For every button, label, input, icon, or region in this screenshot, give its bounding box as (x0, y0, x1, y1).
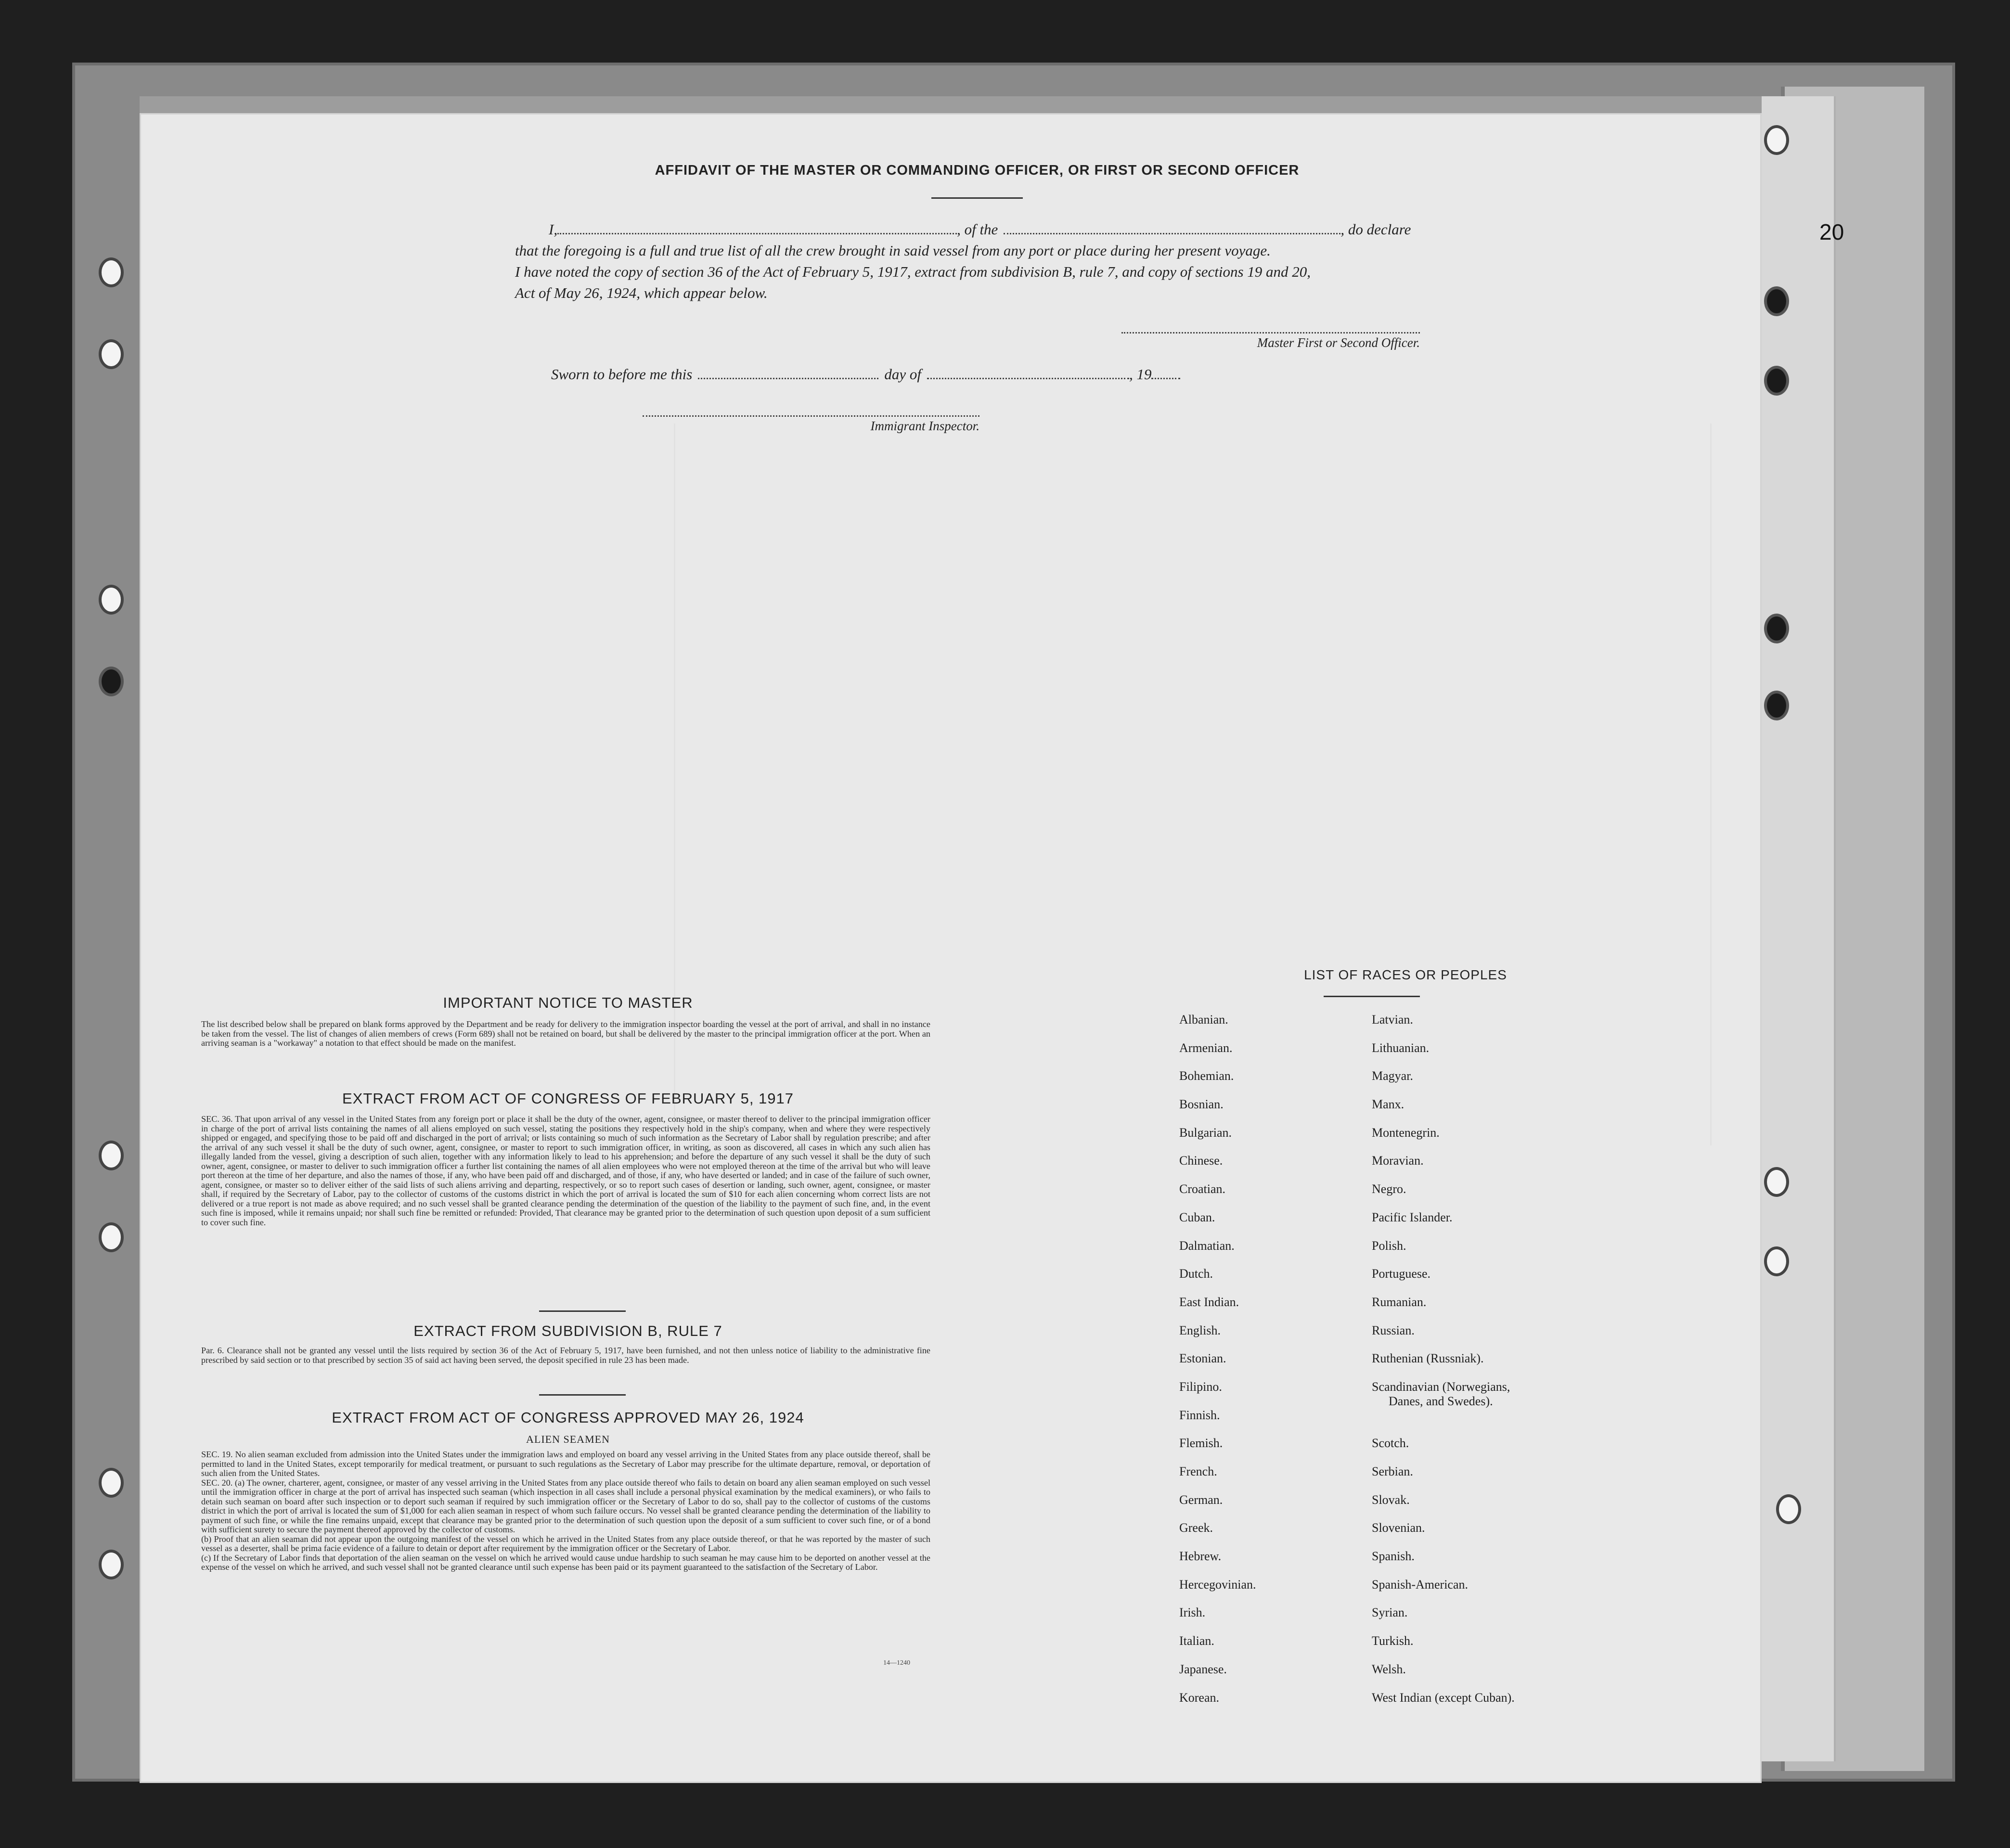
race-item: Moravian. (1372, 1154, 1424, 1168)
sec-20a-paragraph: SEC. 20. (a) The owner, charterer, agent, consignee, or master of any vessel arriving in the United States from any place outside thereof who fails to detain on board any alien seaman employed on such vessel until the immigration officer in charge at the port of arrival has inspected such seaman (which inspection in all cases shall include a personal physical examination by the medical examiners), or who fails to detain such seaman on board after such inspection or to deport such seaman if required by such immigration officer or the Secretary of Labor to do so, shall pay to the collector of customs of the customs district in which the port of arrival is located the sum of $1,000 for each alien seaman in respect of whom such failure occurs. No vessel shall be granted clearance pending the determination of the liability to payment of such fine, or while the fine remains unpaid, except that clearance may be granted prior to the determination of such question upon the deposit of a sum sufficient to cover such fine, or of a bond with sufficient surety to secure the payment thereof approved by the collector of customs. (201, 1477, 930, 1534)
act-1924-text (201, 1450, 930, 1572)
vessel-name-field[interactable] (1004, 222, 1340, 234)
race-item: Chinese. (1179, 1154, 1223, 1168)
race-item: Dalmatian. (1179, 1238, 1235, 1253)
race-item: Filipino. (1179, 1379, 1222, 1394)
sworn-month-field[interactable] (927, 367, 1129, 379)
divider (539, 1310, 626, 1312)
race-item: Spanish. (1372, 1549, 1415, 1564)
race-item: English. (1179, 1323, 1221, 1337)
act-1917-heading: EXTRACT FROM ACT OF CONGRESS OF FEBRUARY 5, 1917 (342, 1090, 794, 1107)
declaration-line-4: Act of May 26, 1924, which appear below. (515, 284, 768, 301)
race-item: Rumanian. (1372, 1295, 1427, 1309)
notice-heading: IMPORTANT NOTICE TO MASTER (443, 994, 693, 1011)
sworn-prefix: Sworn to before me this (551, 366, 693, 383)
race-item: Hercegovinian. (1179, 1577, 1256, 1591)
declaration-line (515, 219, 1458, 240)
race-item: West Indian (except Cuban). (1372, 1690, 1515, 1705)
binder-hole-icon (99, 1550, 124, 1579)
rule-7-heading: EXTRACT FROM SUBDIVISION B, RULE 7 (413, 1322, 722, 1339)
binder-hole-icon (99, 667, 124, 696)
race-item: Turkish. (1372, 1634, 1414, 1648)
race-item: East Indian. (1179, 1295, 1239, 1309)
master-signature-field[interactable] (1121, 332, 1420, 350)
divider (1324, 996, 1420, 997)
race-item: French. (1179, 1464, 1217, 1478)
binder-hole-icon (1764, 1167, 1789, 1197)
race-item: Portuguese. (1372, 1267, 1431, 1281)
races-right-column (1372, 1013, 1515, 1719)
inspector-caption: Immigrant Inspector. (870, 419, 979, 433)
race-item: Albanian. (1179, 1013, 1228, 1027)
year-prefix: , 19 (1129, 366, 1152, 383)
act-1917-text (201, 1115, 930, 1227)
race-item-line: Scandinavian (Norwegians, (1372, 1379, 1510, 1394)
rule-7-text (201, 1346, 930, 1365)
binder-hole-icon (99, 1141, 124, 1170)
binder-hole-icon (1764, 691, 1789, 720)
divider (931, 197, 1023, 199)
race-item: Slovenian. (1372, 1521, 1425, 1535)
day-of-label: day of (884, 366, 921, 383)
declarant-prefix: I, (549, 221, 558, 238)
race-item: Japanese. (1179, 1662, 1227, 1676)
race-item: Estonian. (1179, 1351, 1226, 1366)
binder-hole-icon (1764, 286, 1789, 316)
race-item: Slovak. (1372, 1492, 1410, 1507)
races-left-column (1179, 1013, 1256, 1719)
race-item: German. (1179, 1492, 1223, 1507)
page-number: 20 (1819, 219, 1844, 244)
notice-paragraph: The list described below shall be prepared on blank forms approved by the Department and be ready for delivery to the immigration inspector boarding the vessel at the port of arrival, and shall in no instance be taken from the vessel. The list of changes of alien members of crews (Form 689) shall not be retained on board, but shall be delivered by the master to the principal immigration officer at the port. When an arriving seaman is a "workaway" a notation to that effect should be made on the manifest. (201, 1019, 930, 1048)
signature-caption: Master First or Second Officer. (1257, 335, 1420, 350)
race-item: Italian. (1179, 1634, 1214, 1648)
binder-hole-icon (1764, 366, 1789, 396)
sworn-line (551, 366, 1180, 383)
race-item: Syrian. (1372, 1605, 1408, 1620)
sec-19-paragraph: SEC. 19. No alien seaman excluded from admission into the United States under the immigration laws and employed on board any vessel arriving in the United States from any place outside thereof, shall be permitted to land in the United States, except temporarily for medical treatment, or pursuant to such regulations as the Secretary of Labor may prescribe for the ultimate departure, removal, or deportation of such alien from the United States. (201, 1450, 930, 1478)
race-item: Russian. (1372, 1323, 1415, 1337)
binder-hole-icon (99, 1468, 124, 1498)
race-item: Dutch. (1179, 1267, 1213, 1281)
race-item: Manx. (1372, 1097, 1404, 1112)
race-item: Greek. (1179, 1521, 1213, 1535)
sworn-year-field[interactable] (1151, 367, 1180, 379)
race-item (1372, 1380, 1515, 1436)
binder-hole-icon (99, 1222, 124, 1252)
race-item: Armenian. (1179, 1040, 1233, 1055)
race-item: Scotch. (1372, 1436, 1409, 1450)
race-item: Bosnian. (1179, 1097, 1224, 1112)
master-name-field[interactable] (557, 222, 957, 234)
binder-hole-icon (1764, 125, 1789, 155)
binder-hole-icon (1776, 1494, 1801, 1524)
race-item: Croatian. (1179, 1182, 1226, 1196)
race-item: Ruthenian (Russniak). (1372, 1351, 1484, 1366)
race-item: Latvian. (1372, 1013, 1413, 1027)
alien-seamen-subheading: ALIEN SEAMEN (526, 1433, 610, 1445)
race-item: Magyar. (1372, 1069, 1413, 1083)
race-item: Negro. (1372, 1182, 1406, 1196)
notice-text (201, 1020, 930, 1048)
race-item: Finnish. (1179, 1408, 1220, 1422)
race-item: Korean. (1179, 1690, 1220, 1705)
race-item: Polish. (1372, 1238, 1406, 1253)
sworn-day-field[interactable] (698, 367, 878, 379)
race-item: Pacific Islander. (1372, 1210, 1453, 1224)
act-1924-heading: EXTRACT FROM ACT OF CONGRESS APPROVED MAY 26, 1924 (332, 1409, 804, 1426)
race-item: Welsh. (1372, 1662, 1406, 1676)
race-item-line: Danes, and Swedes). (1389, 1394, 1493, 1408)
races-title: LIST OF RACES OR PEOPLES (1304, 967, 1507, 982)
binder-hole-icon (99, 585, 124, 615)
form-number: 14—1240 (883, 1659, 910, 1667)
race-item: Flemish. (1179, 1436, 1223, 1450)
of-the-label: , of the (957, 221, 998, 238)
binder-hole-icon (1764, 614, 1789, 643)
declaration-line-2: that the foregoing is a full and true list of all the crew brought in said vessel from any port or place during her present voyage. (515, 242, 1271, 259)
declaration-line-3: I have noted the copy of section 36 of the Act of February 5, 1917, extract from subdivision B, rule 7, and copy of sections 19 and 20, (515, 263, 1311, 280)
race-item: Bulgarian. (1179, 1125, 1232, 1140)
race-item: Irish. (1179, 1605, 1206, 1620)
binder-hole-icon (99, 339, 124, 369)
race-item: Lithuanian. (1372, 1040, 1430, 1055)
inspector-signature-field[interactable] (643, 415, 979, 434)
race-item: Serbian. (1372, 1464, 1413, 1479)
race-item: Cuban. (1179, 1210, 1215, 1224)
par-6-paragraph: Par. 6. Clearance shall not be granted any vessel until the lists required by section 36 of the Act of February 5, 1917, have been furnished, and not then unless notice of liability to the administrative fine prescribed by said section or to that prescribed by section 35 of said act having been served, the deposit specified in rule 23 has been made. (201, 1346, 930, 1365)
race-item: Montenegrin. (1372, 1125, 1440, 1140)
divider (539, 1394, 626, 1396)
binder-hole-icon (1764, 1246, 1789, 1276)
race-item: Bohemian. (1179, 1069, 1234, 1083)
sec-20c-paragraph: (c) If the Secretary of Labor finds that deportation of the alien seaman on the vessel on which he arrived would cause undue hardship to such seaman he may cause him to be deported on another vessel at the expense of the vessel on which he arrived, and such vessel shall not be granted clearance until such expense has been paid or its payment guaranteed to the satisfaction of the Secretary of Labor. (201, 1553, 930, 1572)
affidavit-title: AFFIDAVIT OF THE MASTER OR COMMANDING OFFICER, OR FIRST OR SECOND OFFICER (655, 163, 1300, 178)
sec-20b-paragraph: (b) Proof that an alien seaman did not appear upon the outgoing manifest of the vessel on which he arrived in the United States from any place outside thereof, or that he was reported by the master of such vessel as a deserter, shall be prima facie evidence of a failure to detain or deport after requirement by the immigration officer or the Secretary of Labor. (201, 1534, 930, 1553)
binder-hole-icon (99, 257, 124, 287)
race-item: Hebrew. (1179, 1549, 1222, 1564)
sec-36-paragraph: SEC. 36. That upon arrival of any vessel in the United States from any foreign port or place it shall be the duty of the owner, agent, consignee, or master thereof to deliver to the principal immigration officer in charge of the port of arrival lists containing the names of all aliens employed on such vessel, stating the positions they respectively hold in the ship's company, when and where they were respectively shipped or engaged, and specifying those to be paid off and discharged in the port of arrival; or lists containing so much of such information as the Secretary of Labor shall by regulation prescribe; and after the arrival of any such vessel it shall be the duty of such owner, agent, consignee, or master to report to such immigration officer, in writing, as soon as discovered, all cases in which any such alien has illegally landed from the vessel, giving a description of such alien, together with any information likely to lead to his apprehension; and before the departure of any such vessel it shall be the duty of such owner, agent, consignee, or master to deliver to such immigration officer a further list containing the names of all alien employees who were not employed thereon at the time of the arrival but who will leave port thereon at the time of her departure, and also the names of those, if any, who have been paid off and discharged, and of those, if any, who have deserted or landed; and in case of the failure of such owner, agent, consignee, or master so to deliver either of the said lists of such aliens arriving and departing, respectively, or so to report such cases of desertion or landing, such owner, agent, consignee, or master shall, if required by the Secretary of Labor, pay to the collector of customs of the customs district in which the port of arrival is located the sum of $10 for each alien concerning whom correct lists are not delivered or a true report is not made as above required; and no such vessel shall be granted clearance pending the determination of the question of the liability to the payment of such fine, and, in the event such fine is imposed, while it remains unpaid; nor shall such fine be remitted or refunded: Provided, That clearance may be granted prior to the determination of such question upon deposit of a sum sufficient to cover such fine. (201, 1114, 930, 1227)
affidavit-body (515, 219, 1458, 304)
do-declare-label: , do declare (1340, 221, 1411, 238)
race-item: Spanish-American. (1372, 1577, 1469, 1591)
